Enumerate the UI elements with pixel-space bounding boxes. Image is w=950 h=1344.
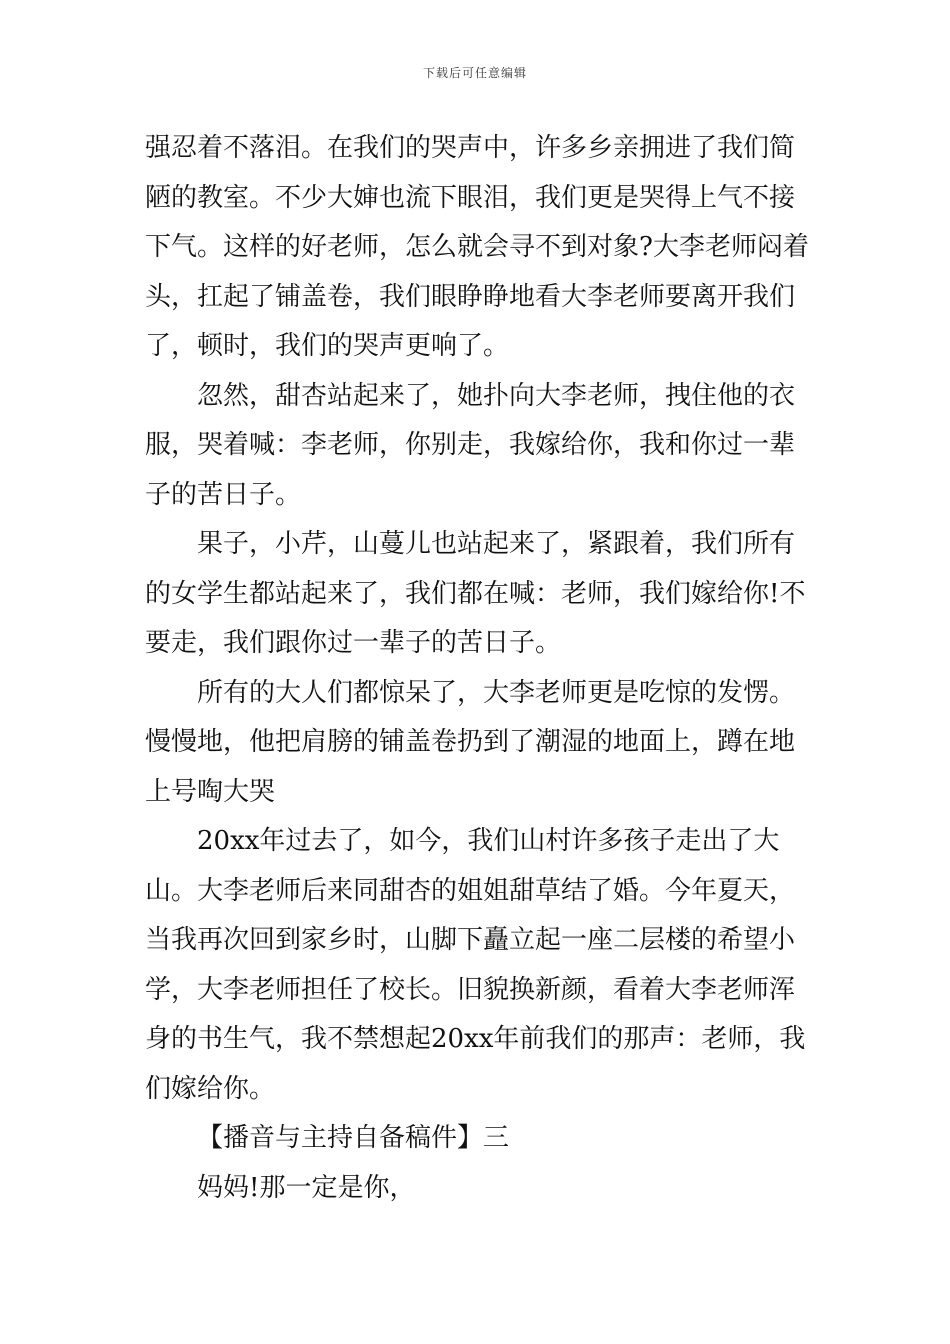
paragraph-5: 20xx年过去了，如今，我们山村许多孩子走出了大山。大李老师后来同甜杏的姐姐甜草结了婚。今年夏天，当我再次回到家乡时，山脚下矗立起一座二层楼的希望小学，大李老师担任了校长。旧貌换新颜，看着大李老师浑身的书生气，我不禁想起20xx年前我们的那声：老师，我们嫁给你。 xyxy=(145,826,806,1104)
page-header: 下载后可任意编辑 xyxy=(422,66,527,80)
paragraph-1: 强忍着不落泪。在我们的哭声中，许多乡亲拥进了我们简陋的教室。不少大婶也流下眼泪，我们更是哭得上气不接下气。这样的好老师，怎么就会寻不到对象?大李老师闷着头，扛起了铺盖卷，我们眼睁睁地看大李老师要离开我们了，顿时，我们的哭声更响了。 xyxy=(145,133,809,361)
paragraph-3: 果子，小芹，山蔓儿也站起来了，紧跟着，我们所有的女学生都站起来了，我们都在喊：老师，我们嫁给你!不要走，我们跟你过一辈子的苦日子。 xyxy=(145,529,806,658)
paragraph-2: 忽然，甜杏站起来了，她扑向大李老师，拽住他的衣服，哭着喊：李老师，你别走，我嫁给你，我和你过一辈子的苦日子。 xyxy=(145,380,796,510)
document-body xyxy=(145,124,815,1213)
paragraph-4: 所有的大人们都惊呆了，大李老师更是吃惊的发愣。慢慢地，他把肩膀的铺盖卷扔到了潮湿的地面上，蹲在地上号啕大哭 xyxy=(145,677,796,807)
section-heading: 【播音与主持自备稿件】三 xyxy=(197,1123,510,1153)
paragraph-6: 妈妈!那一定是你， xyxy=(197,1172,416,1203)
